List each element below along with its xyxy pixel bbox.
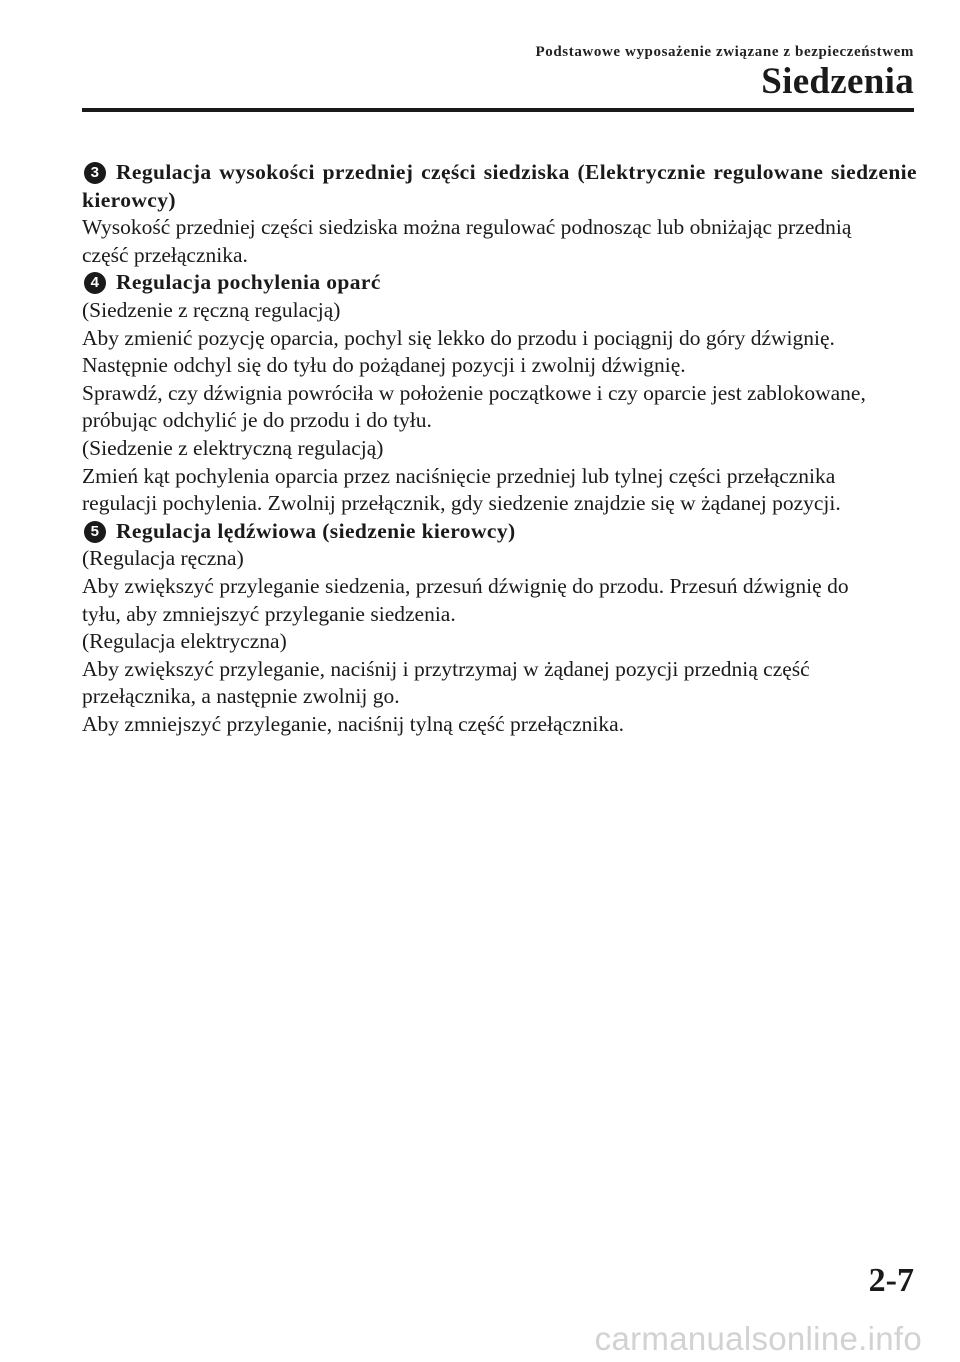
page-number: 2-7 xyxy=(868,1262,914,1299)
watermark-text: carmanualsonline.info xyxy=(594,1320,922,1357)
circled-number-icon: 3 xyxy=(84,162,106,184)
header-divider xyxy=(82,108,914,112)
body-line: część przełącznika. xyxy=(82,242,248,267)
body-line: Aby zwiększyć przyleganie siedzenia, przesuń dźwignię do przodu. Przesuń dźwignię do xyxy=(82,573,849,598)
body-line: (Siedzenie z elektryczną regulacją) xyxy=(82,435,384,460)
body-line: Sprawdź, czy dźwignia powróciła w położenie początkowe i czy oparcie jest zablokowane, xyxy=(82,380,866,405)
circled-number-icon: 5 xyxy=(84,521,106,543)
body-line: Aby zmniejszyć przyleganie, naciśnij tylną część przełącznika. xyxy=(82,711,625,736)
body-line: Aby zmienić pozycję oparcia, pochyl się lekko do przodu i pociągnij do góry dźwignię. xyxy=(82,325,835,350)
body-line: regulacji pochylenia. Zwolnij przełącznik, gdy siedzenie znajdzie się w żądanej pozycji. xyxy=(82,491,841,516)
body-line: (Siedzenie z ręczną regulacją) xyxy=(82,297,341,322)
section-heading xyxy=(82,269,917,297)
section-heading xyxy=(82,159,917,214)
body-line: (Regulacja ręczna) xyxy=(82,546,244,571)
body-line: próbując odchylić je do przodu i do tyłu. xyxy=(82,408,432,433)
circled-number-icon: 4 xyxy=(84,272,106,294)
body-line: Aby zwiększyć przyleganie, naciśnij i przytrzymaj w żądanej pozycji przednią część xyxy=(82,656,810,681)
body-line: (Regulacja elektryczna) xyxy=(82,629,287,654)
body-line: Zmień kąt pochylenia oparcia przez naciśnięcie przedniej lub tylnej części przełącznika xyxy=(82,463,836,488)
section-heading xyxy=(82,518,917,546)
manual-content xyxy=(82,159,917,738)
section-heading-text: Regulacja lędźwiowa (siedzenie kierowcy) xyxy=(116,518,516,543)
page-title: Siedzenia xyxy=(761,61,914,102)
section-subtitle: Podstawowe wyposażenie związane z bezpieczeństwem xyxy=(535,44,914,60)
section-heading-text: Regulacja wysokości przedniej części siedziska (Elektrycznie regulowane siedzenie kierowcy) xyxy=(82,160,917,212)
section-heading-text: Regulacja pochylenia oparć xyxy=(116,270,381,295)
body-line: Następnie odchyl się do tyłu do pożądanej pozycji i zwolnij dźwignię. xyxy=(82,353,686,378)
body-line: tyłu, aby zmniejszyć przyleganie siedzenia. xyxy=(82,601,456,626)
body-line: Wysokość przedniej części siedziska można regulować podnosząc lub obniżając przednią xyxy=(82,215,852,240)
body-line: przełącznika, a następnie zwolnij go. xyxy=(82,684,400,709)
